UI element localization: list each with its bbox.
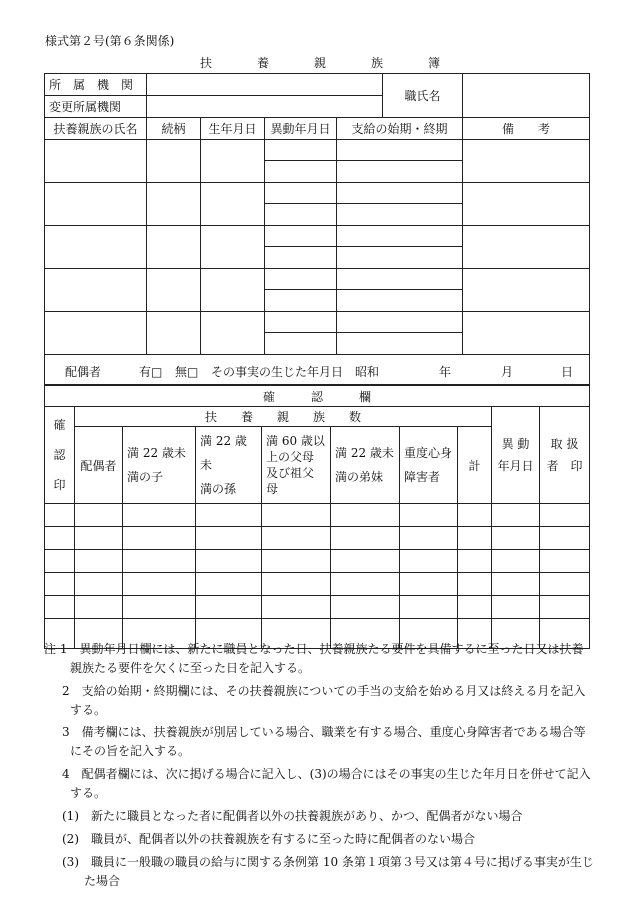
header-line: 上の父母 (266, 450, 315, 464)
count-cell[interactable] (458, 550, 492, 573)
count-cell[interactable] (331, 527, 400, 550)
spouse-count-header: 配偶者 (75, 427, 123, 504)
count-cell[interactable] (196, 527, 262, 550)
header-line: 及び祖父 (266, 466, 315, 480)
affiliation-field[interactable] (147, 74, 383, 96)
handler-line: 者 印 (546, 459, 583, 473)
note-line: する。 (70, 786, 107, 800)
note-line: 2 支給の始期・終期欄には、その扶養親族についての手当の支給を始める月又は終える月を記入 (62, 684, 586, 698)
seal-cell[interactable] (45, 596, 75, 619)
allowance-cell[interactable] (337, 312, 463, 333)
grandchild-count-header (196, 427, 262, 504)
header-line: 満 60 歳以 (266, 434, 325, 448)
dependents-table (44, 73, 590, 385)
spouse-has-checkbox[interactable]: 有□ (139, 365, 163, 379)
seal-cell[interactable] (45, 573, 75, 596)
count-cell[interactable] (458, 573, 492, 596)
count-cell[interactable] (75, 596, 123, 619)
allowance-cell[interactable] (337, 183, 463, 204)
note-line: 注 1 異動年月日欄には、新たに職員となった日、扶養親族たる要件を具備するに至った日又は扶養 (44, 642, 584, 656)
header-line: 障害者 (404, 470, 441, 484)
change-date-cell[interactable] (492, 504, 540, 527)
title-char: 親 (314, 56, 327, 70)
change-date-cell[interactable] (265, 247, 337, 269)
relation-cell[interactable] (147, 226, 201, 269)
handler-seal-cell[interactable] (540, 504, 590, 527)
changed-affiliation-field[interactable] (147, 96, 383, 118)
relation-cell[interactable] (147, 183, 201, 226)
count-cell[interactable] (262, 527, 331, 550)
confirmation-table (44, 385, 590, 649)
handler-seal-cell[interactable] (540, 527, 590, 550)
remarks-cell[interactable] (463, 183, 590, 226)
count-cell[interactable] (196, 596, 262, 619)
spouse-none-checkbox[interactable]: 無□ (175, 365, 199, 379)
seal-char: 印 (53, 478, 66, 492)
header-line: 満の弟妹 (335, 470, 384, 484)
title-char: 扶 (200, 56, 213, 70)
affiliation-label: 所 属 機 関 (45, 74, 147, 96)
seal-cell[interactable] (45, 550, 75, 573)
change-date-line: 異 動 (501, 437, 530, 451)
change-date-cell[interactable] (265, 312, 337, 333)
count-cell[interactable] (400, 596, 458, 619)
count-cell[interactable] (123, 573, 196, 596)
relation-cell[interactable] (147, 269, 201, 312)
count-cell[interactable] (196, 504, 262, 527)
dependent-count-title: 扶 養 親 族 数 (75, 407, 492, 427)
remarks-cell[interactable] (463, 140, 590, 183)
change-date-cell[interactable] (492, 550, 540, 573)
title-char: 養 (257, 56, 270, 70)
count-cell[interactable] (123, 550, 196, 573)
count-cell[interactable] (458, 527, 492, 550)
count-cell[interactable] (262, 573, 331, 596)
dependent-name-cell[interactable] (45, 226, 147, 269)
birth-cell[interactable] (201, 269, 265, 312)
count-cell[interactable] (262, 504, 331, 527)
header-line: 満 22 歳未 (335, 446, 394, 460)
note-line: 親族たる要件を欠くに至った日を記入する。 (70, 661, 311, 675)
handler-seal-cell[interactable] (540, 596, 590, 619)
col-birth: 生年月日 (201, 118, 265, 140)
handler-seal-header (540, 407, 590, 504)
seal-column-header (45, 407, 75, 504)
title-char: 族 (371, 56, 384, 70)
note-line: (3) 職員に一般職の職員の給与に関する条例第 10 条第１項第３号又は第４号に掲げる事実が生じ (62, 855, 594, 869)
dependent-name-cell[interactable] (45, 269, 147, 312)
birth-cell[interactable] (201, 226, 265, 269)
change-date-cell[interactable] (492, 573, 540, 596)
change-date-cell[interactable] (265, 140, 337, 161)
count-cell[interactable] (458, 504, 492, 527)
disabled-count-header (400, 427, 458, 504)
handler-seal-cell[interactable] (540, 550, 590, 573)
change-date-cell[interactable] (265, 161, 337, 183)
count-cell[interactable] (458, 596, 492, 619)
col-relation: 続柄 (147, 118, 201, 140)
handler-line: 取 扱 (550, 437, 579, 451)
header-line: 満の孫 (200, 482, 237, 496)
col-change-date: 異動年月日 (265, 118, 337, 140)
change-date-header (492, 407, 540, 504)
col-allowance: 支給の始期・終期 (337, 118, 463, 140)
fact-date-label: その事実の生じた年月日 (211, 365, 344, 379)
count-cell[interactable] (400, 573, 458, 596)
job-name-label: 職氏名 (383, 74, 463, 118)
child-count-header (123, 427, 196, 504)
form-label: 様式第２号(第６条関係) (45, 34, 175, 48)
count-cell[interactable] (75, 573, 123, 596)
header-line: 満の子 (127, 470, 164, 484)
change-date-cell[interactable] (265, 290, 337, 312)
change-date-cell[interactable] (265, 183, 337, 204)
allowance-cell[interactable] (337, 290, 463, 312)
count-cell[interactable] (331, 596, 400, 619)
relation-cell[interactable] (147, 312, 201, 355)
count-cell[interactable] (196, 550, 262, 573)
relation-cell[interactable] (147, 140, 201, 183)
change-date-cell[interactable] (265, 269, 337, 290)
header-line: 満 22 歳未 (200, 434, 247, 472)
count-cell[interactable] (196, 573, 262, 596)
job-name-field[interactable] (463, 74, 590, 118)
change-date-cell[interactable] (265, 204, 337, 226)
count-cell[interactable] (331, 504, 400, 527)
remarks-cell[interactable] (463, 269, 590, 312)
parent-count-header (262, 427, 331, 504)
note-line: にその旨を記入する。 (70, 744, 191, 758)
month-label: 月 (501, 365, 514, 379)
count-cell[interactable] (331, 573, 400, 596)
birth-cell[interactable] (201, 312, 265, 355)
count-cell[interactable] (400, 550, 458, 573)
year-label: 年 (439, 365, 452, 379)
seal-cell[interactable] (45, 527, 75, 550)
allowance-cell[interactable] (337, 204, 463, 226)
note-line: (1) 新たに職員となった者に配偶者以外の扶養親族があり、かつ、配偶者がない場合 (62, 809, 523, 823)
spouse-row (45, 355, 590, 385)
allowance-cell[interactable] (337, 161, 463, 183)
count-cell[interactable] (262, 550, 331, 573)
col-name: 扶養親族の氏名 (45, 118, 147, 140)
change-date-line: 年月日 (497, 459, 534, 473)
day-label: 日 (561, 365, 574, 379)
col-remarks: 備 考 (463, 118, 590, 140)
change-date-cell[interactable] (265, 333, 337, 355)
note-line: 3 備考欄には、扶養親族が別居している場合、職業を有する場合、重度心身障害者である場合等 (62, 725, 586, 739)
allowance-cell[interactable] (337, 140, 463, 161)
header-line: 重度心身 (404, 446, 453, 460)
handler-seal-cell[interactable] (540, 573, 590, 596)
note-line: た場合 (84, 874, 121, 888)
remarks-cell[interactable] (463, 312, 590, 355)
allowance-cell[interactable] (337, 269, 463, 290)
count-cell[interactable] (123, 504, 196, 527)
note-line: 4 配偶者欄には、次に掲げる場合に記入し、(3)の場合にはその事実の生じた年月日を併せて記入 (62, 767, 591, 781)
birth-cell[interactable] (201, 183, 265, 226)
allowance-cell[interactable] (337, 247, 463, 269)
sibling-count-header (331, 427, 400, 504)
dependent-name-cell[interactable] (45, 312, 147, 355)
count-cell[interactable] (400, 504, 458, 527)
count-cell[interactable] (75, 504, 123, 527)
allowance-cell[interactable] (337, 226, 463, 247)
change-date-cell[interactable] (265, 226, 337, 247)
spouse-label: 配偶者 (65, 365, 102, 379)
change-date-cell[interactable] (492, 527, 540, 550)
note-line: する。 (70, 703, 107, 717)
seal-cell[interactable] (45, 504, 75, 527)
count-cell[interactable] (75, 527, 123, 550)
allowance-cell[interactable] (337, 333, 463, 355)
count-cell[interactable] (331, 550, 400, 573)
total-count-header: 計 (458, 427, 492, 504)
count-cell[interactable] (262, 596, 331, 619)
change-date-cell[interactable] (492, 596, 540, 619)
birth-cell[interactable] (201, 140, 265, 183)
changed-affiliation-label: 変更所属機関 (45, 96, 147, 118)
header-line: 満 22 歳未 (127, 446, 186, 460)
note-line: (2) 職員が、配偶者以外の扶養親族を有するに至った時に配偶者のない場合 (62, 832, 476, 846)
confirmation-title: 確 認 欄 (45, 386, 590, 407)
count-cell[interactable] (75, 550, 123, 573)
seal-char: 確 (53, 418, 66, 432)
count-cell[interactable] (123, 527, 196, 550)
count-cell[interactable] (123, 596, 196, 619)
count-cell[interactable] (400, 527, 458, 550)
seal-char: 認 (53, 448, 66, 462)
dependent-name-cell[interactable] (45, 140, 147, 183)
remarks-cell[interactable] (463, 226, 590, 269)
title-char: 簿 (428, 56, 441, 70)
dependent-name-cell[interactable] (45, 183, 147, 226)
header-line: 母 (266, 482, 279, 496)
era-label: 昭和 (355, 365, 380, 379)
